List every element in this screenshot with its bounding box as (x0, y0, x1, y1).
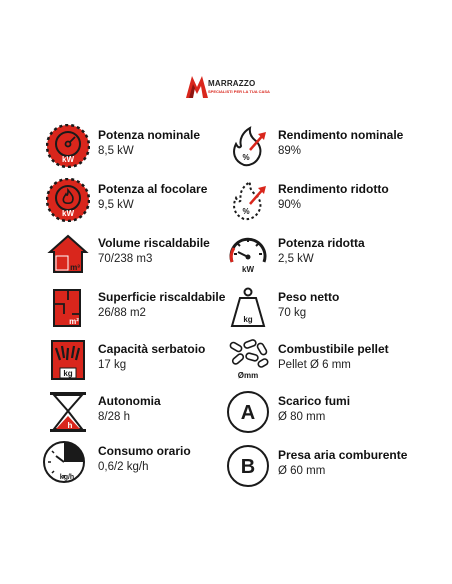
spec-label: Consumo orario (98, 444, 191, 458)
icon-kw-text: kW (242, 265, 254, 274)
icon-diameter-text: Ømm (237, 371, 259, 380)
letter-b-icon (226, 444, 270, 488)
clock-consumption-icon (42, 440, 86, 484)
spec-autonomia (46, 390, 246, 434)
spec-superficie (46, 286, 246, 330)
spec-value: Ø 60 mm (278, 465, 326, 477)
spec-label: Rendimento nominale (278, 128, 404, 142)
spec-label: Potenza al focolare (98, 182, 208, 196)
spec-potenza-nominale (46, 124, 246, 168)
flame-efficiency-icon (226, 124, 270, 168)
icon-letter-text: B (240, 456, 256, 478)
spec-potenza-focolare (46, 178, 246, 222)
spec-label: Peso netto (278, 290, 340, 304)
icon-kgh-text: kg/h (59, 474, 75, 481)
gauge-low-kw-icon (226, 232, 270, 276)
spec-value: 90% (278, 199, 302, 211)
house-volume-icon (46, 232, 90, 276)
spec-combustibile (226, 338, 426, 382)
spec-label: Potenza ridotta (278, 236, 365, 250)
floor-plan-icon (46, 286, 90, 330)
spec-consumo (42, 440, 242, 484)
icon-percent-text: % (242, 207, 250, 216)
spec-value: 70/238 m3 (98, 253, 153, 265)
logo-m-icon (186, 74, 208, 100)
spec-value: Pellet Ø 6 mm (278, 359, 351, 371)
icon-kw-text: kW (62, 209, 74, 218)
icon-percent-text: % (242, 153, 250, 162)
spec-label: Potenza nominale (98, 128, 201, 142)
spec-value: 89% (278, 145, 302, 157)
icon-kg-text: kg (243, 315, 253, 324)
icon-letter-text: A (240, 402, 256, 424)
icon-kw-text: kW (62, 155, 74, 164)
brand-logo (186, 74, 276, 102)
spec-rendimento-ridotto (226, 178, 426, 222)
spec-value: 9,5 kW (98, 199, 134, 211)
icon-h-text: h (67, 421, 73, 430)
spec-value: 8,5 kW (98, 145, 134, 157)
spec-peso (226, 286, 426, 330)
flame-efficiency-dashed-icon (226, 178, 270, 222)
spec-value: 0,6/2 kg/h (98, 461, 149, 473)
spec-rendimento-nominale (226, 124, 426, 168)
gauge-kw-icon (46, 124, 90, 168)
spec-label: Combustibile pellet (278, 342, 389, 356)
spec-value: 17 kg (98, 359, 127, 371)
pellets-icon (226, 338, 270, 382)
spec-potenza-ridotta (226, 232, 426, 276)
spec-value: Ø 80 mm (278, 411, 326, 423)
brand-name: MARRAZZO (208, 79, 256, 88)
spec-label: Capacità serbatoio (98, 342, 206, 356)
spec-label: Volume riscaldabile (98, 236, 210, 250)
spec-label: Scarico fumi (278, 394, 351, 408)
spec-value: 8/28 h (98, 411, 130, 423)
spec-value: 26/88 m2 (98, 307, 146, 319)
letter-a-icon (226, 390, 270, 434)
icon-m3-text: m³ (70, 263, 80, 272)
hourglass-icon (46, 390, 90, 434)
spec-label: Rendimento ridotto (278, 182, 389, 196)
spec-label: Autonomia (98, 394, 161, 408)
spec-label: Superficie riscaldabile (98, 290, 226, 304)
spec-volume (46, 232, 246, 276)
icon-kg-text: kg (63, 369, 73, 378)
spec-value: 2,5 kW (278, 253, 314, 265)
spec-value: 70 kg (278, 307, 307, 319)
spec-serbatoio (46, 338, 246, 382)
spec-presa-aria (226, 444, 426, 488)
brand-tagline: SPECIALISTI PER LA TUA CASA (208, 89, 270, 94)
spec-scarico (226, 390, 426, 434)
spec-label: Presa aria comburente (278, 448, 408, 462)
pellet-tank-icon (46, 338, 90, 382)
weight-icon (226, 286, 270, 330)
flame-gauge-kw-icon (46, 178, 90, 222)
icon-m2-text: m² (69, 317, 79, 326)
